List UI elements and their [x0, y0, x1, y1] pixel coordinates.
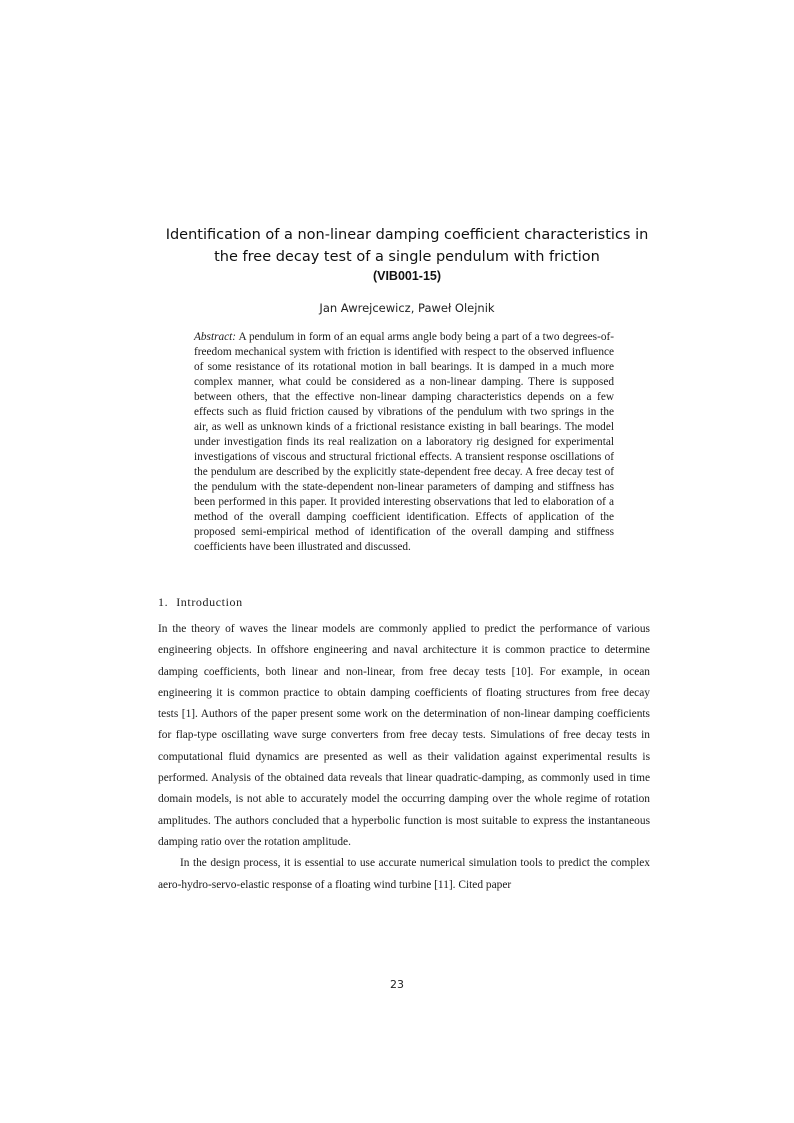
page-number: 23: [390, 978, 404, 991]
abstract-label: Abstract:: [194, 331, 237, 343]
abstract-text: A pendulum in form of an equal arms angle body being a part of a two degrees-of-freedom mechanical system with friction is identified with respect to the observed influence of some resistance of its rotational motion in ball bearings. It is damped in a much more complex manner, what could be considered as a non-linear damping. There is supposed between others, that the effective non-linear damping characteristics depends on a few effects such as fluid friction caused by vibrations of the pendulum with two springs in the air, as well as unknown kinds of a frictional resistance existing in ball bearings. The model under investigation finds its real realization on a laboratory rig designed for experimental investigations of viscous and structural frictional effects. A transient response oscillations of the pendulum are described by the explicitly state-dependent free decay. A free decay test of the pendulum with the state-dependent non-linear parameters of damping and stiffness has been performed in this paper. It provided interesting observations that led to elaboration of a method of the overall damping coefficient identification. Effects of application of the proposed semi-empirical method of identification of the overall damping and stiffness coefficients have been illustrated and discussed.: [194, 331, 615, 553]
paper-authors: Jan Awrejcewicz, Paweł Olejnik: [319, 301, 495, 315]
title-line-1: Identification of a non-linear damping coefficient characteristics in: [165, 227, 649, 243]
paragraph: In the theory of waves the linear models are commonly applied to predict the performance of various engineering objects. In offshore engineering and naval architecture it is common practice to determine damping coefficients, both linear and non-linear, from free decay tests [10]. For example, in ocean engineering it is common practice to obtain damping coefficients of floating structures from free decay tests [1]. Authors of the paper present some work on the determination of non-linear damping coefficients for flap-type oscillating wave surge converters from free decay tests. Simulations of free decay tests in computational fluid dynamics are presented as well as their validation against experimental results is performed. Analysis of the obtained data reveals that linear quadratic-damping, as commonly used in time domain models, is not able to accurately model the occurring damping over the whole regime of rotation amplitudes. The authors concluded that a hyperbolic function is most suitable to express the instantaneous damping ratio over the rotation amplitude.: [158, 623, 650, 848]
paragraph: In the design process, it is essential to use accurate numerical simulation tools to predict the complex aero-hydro-servo-elastic response of a floating wind turbine [11]. Cited paper: [158, 857, 650, 891]
paper-title: [140, 224, 674, 285]
section-number: 1.: [158, 595, 169, 609]
section-title: Introduction: [176, 595, 243, 609]
title-line-2: the free decay test of a single pendulum with friction: [214, 249, 600, 265]
paper-code: (VIB001-15): [372, 269, 442, 283]
abstract: [194, 330, 614, 555]
introduction-body: [158, 619, 650, 896]
section-heading-introduction: [158, 595, 243, 610]
